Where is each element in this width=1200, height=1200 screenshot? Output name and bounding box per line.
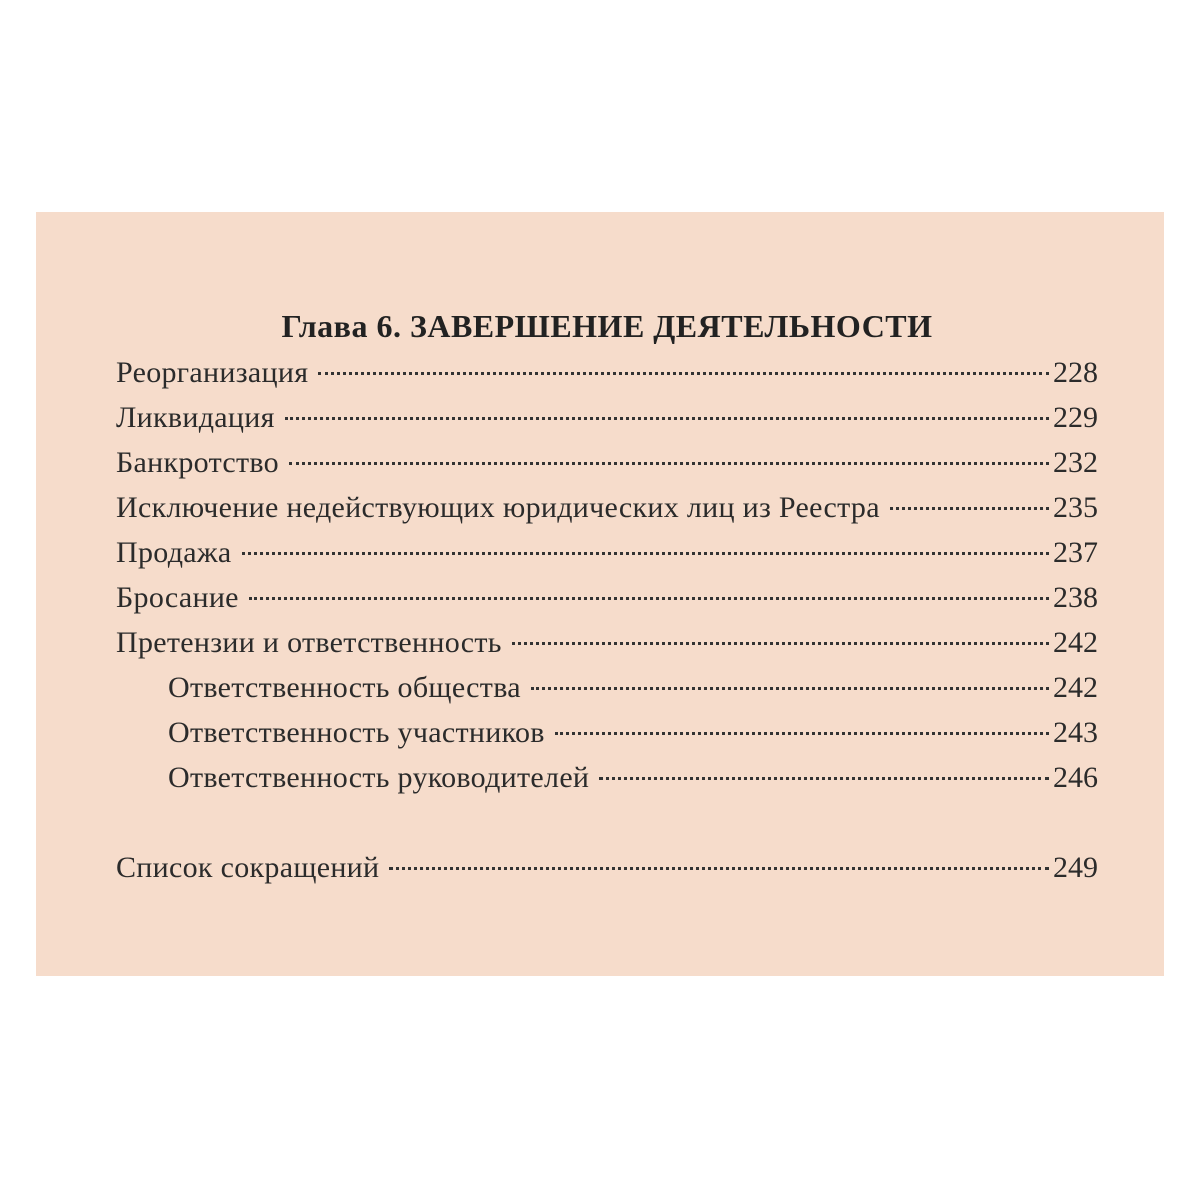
toc-entry-page: 242	[1053, 626, 1098, 659]
toc-entry-page: 238	[1053, 581, 1098, 614]
toc-entry-page: 249	[1053, 851, 1098, 884]
table-of-contents	[116, 304, 1098, 890]
toc-entry-page: 232	[1053, 446, 1098, 479]
toc-entry-title: Список сокращений	[116, 851, 380, 884]
toc-entry-title: Ответственность руководителей	[168, 761, 590, 794]
dot-leader	[555, 732, 1049, 735]
toc-entry	[116, 440, 1098, 485]
toc-entry-page: 228	[1053, 356, 1098, 389]
toc-entry-page: 242	[1053, 671, 1098, 704]
toc-entry-page: 229	[1053, 401, 1098, 434]
toc-entry-title: Исключение недействующих юридических лиц из Реестра	[116, 491, 880, 524]
dot-leader	[389, 867, 1049, 870]
toc-entry-title: Бросание	[116, 581, 239, 614]
toc-list	[116, 350, 1098, 890]
toc-subentry	[116, 665, 1098, 710]
toc-entry-page: 235	[1053, 491, 1098, 524]
dot-leader	[531, 687, 1049, 690]
dot-leader	[318, 372, 1049, 375]
toc-entry-page: 246	[1053, 761, 1098, 794]
dot-leader	[512, 642, 1049, 645]
chapter-title: Глава 6. ЗАВЕРШЕНИЕ ДЕЯТЕЛЬНОСТИ	[281, 308, 933, 344]
dot-leader	[890, 507, 1049, 510]
toc-entry-title: Ответственность участников	[168, 716, 545, 749]
toc-entry-title: Ответственность общества	[168, 671, 521, 704]
toc-entry-abbreviations	[116, 845, 1098, 890]
toc-entry	[116, 395, 1098, 440]
toc-entry-title: Банкротство	[116, 446, 279, 479]
dot-leader	[249, 597, 1049, 600]
toc-subentry	[116, 755, 1098, 800]
toc-entry-title: Продажа	[116, 536, 232, 569]
toc-entry	[116, 350, 1098, 395]
toc-entry-title: Ликвидация	[116, 401, 275, 434]
dot-leader	[289, 462, 1049, 465]
book-page	[36, 212, 1164, 976]
toc-entry-page: 243	[1053, 716, 1098, 749]
toc-entry	[116, 530, 1098, 575]
toc-entry-title: Претензии и ответственность	[116, 626, 502, 659]
toc-entry	[116, 620, 1098, 665]
dot-leader	[285, 417, 1049, 420]
toc-entry-page: 237	[1053, 536, 1098, 569]
toc-entry-title: Реорганизация	[116, 356, 309, 389]
dot-leader	[599, 777, 1049, 780]
toc-subentry	[116, 710, 1098, 755]
toc-entry	[116, 485, 1098, 530]
dot-leader	[242, 552, 1049, 555]
toc-entry	[116, 575, 1098, 620]
